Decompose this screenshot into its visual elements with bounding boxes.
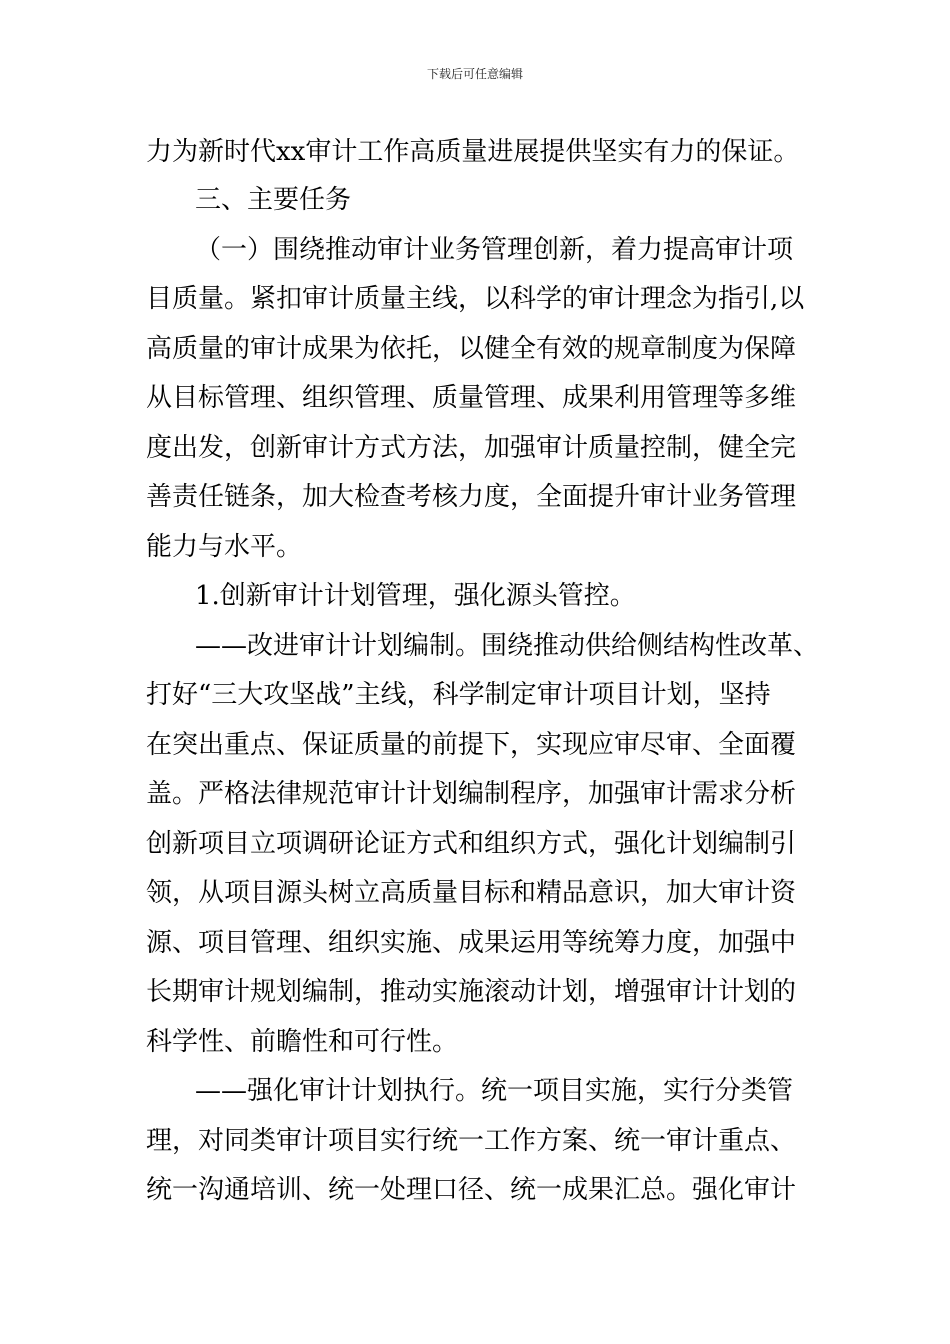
body-line: 理，对同类审计项目实行统一工作方案、统一审计重点、	[146, 1126, 797, 1156]
body-line: 善责任链条，加大检查考核力度，全面提升审计业务管理	[146, 482, 797, 512]
body-line: 力为新时代xx审计工作高质量进展提供坚实有力的保证。	[146, 137, 800, 167]
subsection-heading: （一）围绕推动审计业务管理创新，着力提高审计项	[195, 235, 794, 265]
body-line: 目质量。紧扣审计质量主线，以科学的审计理念为指引,以	[146, 284, 805, 314]
body-line: 高质量的审计成果为依托，以健全有效的规章制度为保障	[146, 334, 797, 364]
body-line: 长期审计规划编制，推动实施滚动计划，增强审计计划的	[146, 977, 797, 1007]
body-line: 度出发，创新审计方式方法，加强审计质量控制，健全完	[146, 433, 797, 463]
body-line: 能力与水平。	[146, 532, 303, 562]
body-line: 打好“三大攻坚战”主线，科学制定审计项目计划，坚持	[146, 680, 771, 710]
body-line: ——强化审计计划执行。统一项目实施，实行分类管	[195, 1076, 794, 1106]
body-line: 统一沟通培训、统一处理口径、统一成果汇总。强化审计	[146, 1175, 797, 1205]
item-heading: 1.创新审计计划管理，强化源头管控。	[195, 581, 636, 611]
body-line: 领，从项目源头树立高质量目标和精品意识，加大审计资	[146, 878, 797, 908]
body-line: 科学性、前瞻性和可行性。	[146, 1027, 459, 1057]
body-line: 创新项目立项调研论证方式和组织方式，强化计划编制引	[146, 829, 797, 859]
body-line: 从目标管理、组织管理、质量管理、成果利用管理等多维	[146, 383, 797, 413]
body-line: 源、项目管理、组织实施、成果运用等统筹力度，加强中	[146, 928, 797, 958]
body-line: ——改进审计计划编制。围绕推动供给侧结构性改革、	[195, 631, 820, 661]
section-heading: 三、主要任务	[195, 185, 352, 215]
body-line: 在突出重点、保证质量的前提下，实现应审尽审、全面覆	[146, 730, 797, 760]
page-header: 下载后可任意编辑	[426, 67, 523, 81]
body-line: 盖。严格法律规范审计计划编制程序，加强审计需求分析	[146, 779, 797, 809]
